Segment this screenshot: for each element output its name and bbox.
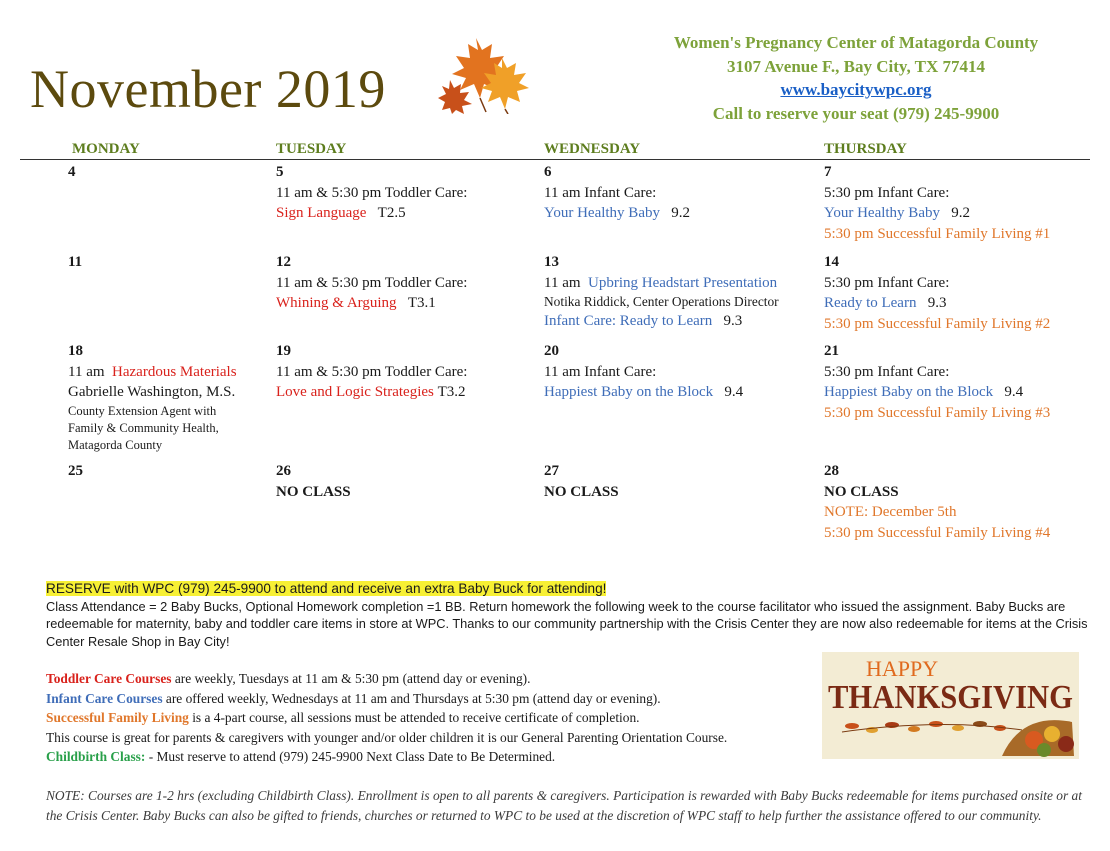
attendance-body: Class Attendance = 2 Baby Bucks, Optional Homework completion =1 BB. Return homework the following week to the course facilitator who issued the assignment. Baby Bucks are redeemable for maternity, baby and toddler care items in store at WPC. Thanks to our community partnership with the Crisis Center they are now also redeemable for items at the Crisis Center Resale Shop in Bay City! — [46, 598, 1088, 649]
day-cell-nov-20 — [544, 341, 743, 403]
course-family-living-note: This course is great for parents & caregivers with younger and/or older children it is our General Parenting Orientation Course. — [46, 729, 728, 745]
thanksgiving-banner — [822, 652, 1079, 759]
day-header-tuesday: TUESDAY — [276, 141, 347, 157]
speaker-role: Matagorda County — [68, 437, 163, 452]
thanksgiving-line2: THANKSGIVING — [828, 679, 1073, 716]
class-time: 5:30 pm Infant Care: — [824, 184, 950, 201]
class-topic: Hazardous Materials — [112, 363, 237, 380]
class-code: 9.2 — [671, 205, 690, 221]
disclaimer-note: NOTE: Courses are 1-2 hrs (excluding Childbirth Class). Enrollment is open to all parents & caregivers. Participation is rewarded with Baby Bucks redeemable for items purchased onsite or at the Crisis Center. Baby Bucks can also be gifted to friends, churches or returned to WPC to be used at the discretion of WPC staff to help further the assistance offered to our community. — [46, 788, 1082, 823]
date-number: 21 — [824, 343, 839, 359]
class-time: 11 am & 5:30 pm Toddler Care: — [276, 274, 468, 291]
date-number: 20 — [544, 343, 559, 359]
speaker-role: County Extension Agent with — [68, 403, 217, 418]
no-class-label: NO CLASS — [824, 483, 899, 500]
course-label: Toddler Care Courses — [46, 671, 172, 686]
date-number: 14 — [824, 254, 839, 270]
family-living-session: 5:30 pm Successful Family Living #2 — [824, 315, 1051, 332]
day-cell-nov-25 — [68, 461, 83, 482]
class-code: T3.2 — [437, 384, 466, 400]
class-code: 9.3 — [927, 295, 947, 311]
class-topic: Upbring Headstart Presentation — [588, 274, 778, 291]
class-time: 5:30 pm Infant Care: — [824, 274, 950, 291]
class-time: 11 am Infant Care: — [544, 363, 657, 380]
cornucopia-icon — [1002, 720, 1074, 757]
class-code: T2.5 — [377, 205, 406, 221]
class-topic: Whining & Arguing — [276, 295, 397, 311]
course-infant — [46, 689, 826, 709]
day-cell-nov-4 — [68, 162, 76, 183]
course-descriptions — [46, 669, 826, 767]
day-cell-nov-18 — [68, 341, 237, 454]
no-class-label: NO CLASS — [276, 483, 351, 500]
date-number: 28 — [824, 463, 839, 479]
course-label: Infant Care Courses — [46, 690, 163, 706]
org-address: 3107 Avenue F., Bay City, TX 77414 — [726, 56, 986, 76]
class-topic: Love and Logic Strategies — [276, 384, 434, 400]
class-code: T3.1 — [407, 295, 436, 311]
day-cell-nov-21 — [824, 341, 1050, 423]
course-family-living — [46, 708, 826, 728]
website-link[interactable]: www.baycitywpc.org — [780, 80, 932, 99]
course-label: Childbirth Class: — [46, 749, 146, 764]
class-topic: Sign Language — [276, 205, 367, 221]
date-number: 11 — [68, 254, 83, 270]
class-time: 11 am & 5:30 pm Toddler Care: — [276, 363, 468, 380]
day-cell-nov-11 — [68, 252, 82, 273]
class-topic: Ready to Learn — [824, 295, 917, 311]
date-number: 13 — [544, 254, 559, 270]
class-topic: Your Healthy Baby — [544, 205, 660, 221]
family-living-session: 5:30 pm Successful Family Living #1 — [824, 225, 1051, 242]
autumn-leaves-icon — [436, 32, 534, 114]
class-time: 11 am — [544, 274, 581, 291]
header-divider — [20, 159, 1090, 160]
course-childbirth — [46, 747, 826, 767]
day-header-thursday: THURSDAY — [824, 141, 907, 157]
class-time: 11 am — [68, 363, 105, 380]
class-time: 11 am & 5:30 pm Toddler Care: — [276, 184, 468, 201]
day-cell-nov-7 — [824, 162, 1050, 244]
class-time: 5:30 pm Infant Care: — [824, 363, 950, 380]
course-label: Successful Family Living — [46, 710, 189, 725]
date-number: 4 — [68, 164, 76, 180]
date-number: 26 — [276, 463, 291, 479]
speaker-name: Gabrielle Washington, M.S. — [68, 384, 236, 400]
date-number: 5 — [276, 164, 284, 180]
reserve-highlight: RESERVE with WPC (979) 245-9900 to attend and receive an extra Baby Buck for attending! — [46, 581, 607, 596]
course-text: is a 4-part course, all sessions must be attended to receive certificate of completion. — [188, 710, 640, 725]
org-name: Women's Pregnancy Center of Matagorda County — [673, 33, 1039, 52]
date-number: 12 — [276, 254, 291, 270]
course-text: - Must reserve to attend (979) 245-9900 Next Class Date to Be Determined. — [145, 749, 556, 764]
day-cell-nov-14 — [824, 252, 1050, 334]
day-header-wednesday: WEDNESDAY — [544, 141, 641, 157]
class-code: 9.3 — [723, 313, 743, 329]
class-topic: Your Healthy Baby — [824, 205, 940, 221]
day-cell-nov-12 — [276, 252, 467, 314]
class-code: 9.4 — [724, 384, 744, 400]
reserve-phone: Call to reserve your seat (979) 245-9900 — [712, 103, 1000, 123]
day-cell-nov-13 — [544, 252, 779, 332]
day-cell-nov-6 — [544, 162, 690, 224]
reschedule-note: NOTE: December 5th — [824, 504, 957, 520]
leaves-garland-icon — [842, 721, 1022, 733]
date-number: 25 — [68, 463, 83, 479]
class-code: 9.4 — [1004, 384, 1024, 400]
date-number: 7 — [824, 164, 832, 180]
day-cell-nov-5 — [276, 162, 467, 224]
date-number: 18 — [68, 343, 83, 359]
organization-info — [636, 31, 1076, 125]
speaker-role: Family & Community Health, — [68, 420, 219, 435]
day-cell-nov-28 — [824, 461, 1050, 543]
family-living-session: 5:30 pm Successful Family Living #3 — [824, 404, 1051, 421]
class-topic: Happiest Baby on the Block — [824, 384, 994, 400]
date-number: 19 — [276, 343, 291, 359]
speaker-name: Notika Riddick, Center Operations Director — [544, 294, 779, 309]
thanksgiving-art — [822, 652, 1079, 759]
date-number: 6 — [544, 164, 552, 180]
course-text: are weekly, Tuesdays at 11 am & 5:30 pm (attend day or evening). — [171, 671, 531, 686]
attendance-notes — [46, 580, 1096, 650]
day-cell-nov-19 — [276, 341, 467, 403]
day-header-monday: MONDAY — [72, 141, 140, 157]
page-title: November 2019 — [30, 59, 386, 119]
family-living-session: 5:30 pm Successful Family Living #4 — [824, 524, 1051, 541]
class-code: 9.2 — [951, 205, 970, 221]
class-topic: Happiest Baby on the Block — [544, 384, 714, 400]
course-text: are offered weekly, Wednesdays at 11 am and Thursdays at 5:30 pm (attend day or evening). — [162, 690, 661, 706]
class-topic-secondary: Infant Care: Ready to Learn — [544, 313, 713, 329]
thanksgiving-line1: HAPPY — [866, 656, 939, 681]
class-time: 11 am Infant Care: — [544, 184, 657, 201]
day-cell-nov-27 — [544, 461, 619, 502]
day-cell-nov-26 — [276, 461, 351, 502]
course-toddler — [46, 669, 826, 689]
date-number: 27 — [544, 463, 559, 479]
no-class-label: NO CLASS — [544, 483, 619, 500]
